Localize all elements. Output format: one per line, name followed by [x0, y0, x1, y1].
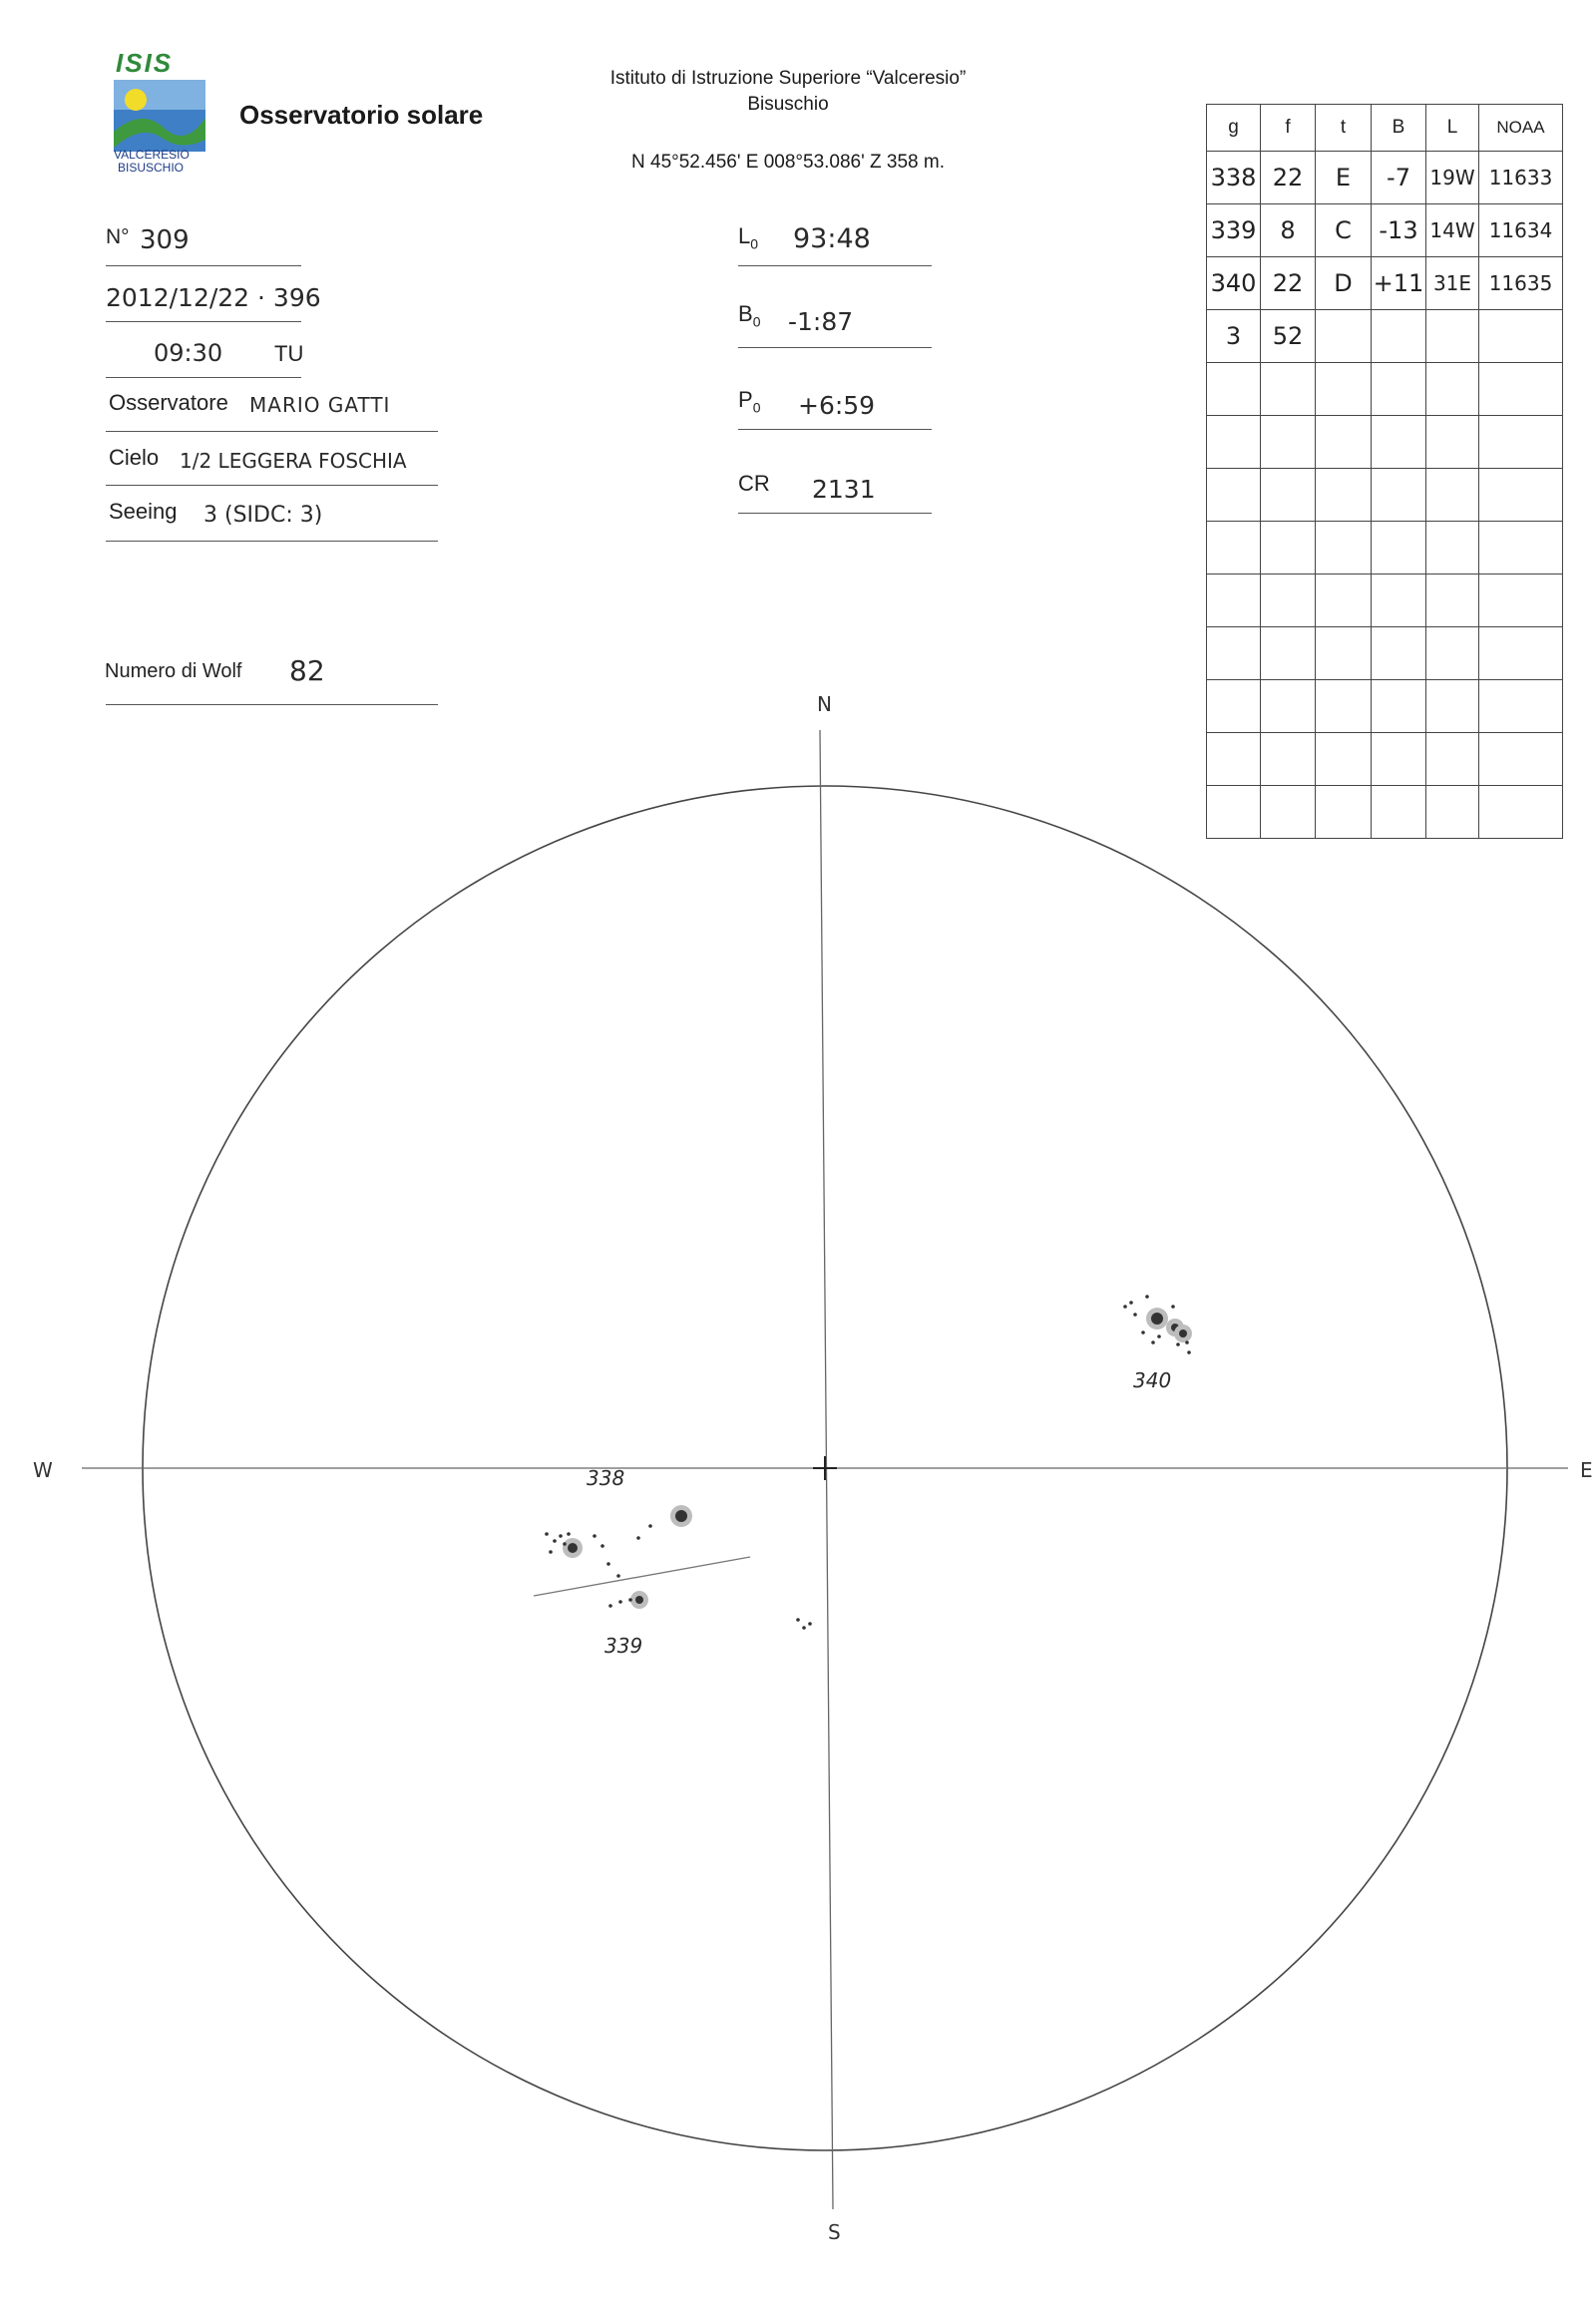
b0-letter: B: [738, 301, 753, 326]
cr-value: 2131: [812, 475, 876, 504]
table-cell: 8: [1261, 204, 1316, 257]
sunspot-pore: [1141, 1331, 1145, 1335]
header-f: f: [1261, 105, 1316, 152]
north-label: N: [817, 692, 832, 716]
observer-label: Osservatore: [109, 390, 228, 415]
seeing-value: 3 (SIDC: 3): [203, 503, 323, 528]
sunspot-umbra: [675, 1510, 687, 1522]
number-value: 309: [140, 225, 190, 255]
seeing-label: Seeing: [109, 499, 178, 524]
l0-letter: L: [738, 223, 751, 248]
north-south-axis: [820, 730, 833, 2209]
sunspot-pore: [616, 1574, 620, 1578]
sky-label: Cielo: [109, 445, 160, 470]
sunspot-pore: [1129, 1301, 1133, 1305]
table-cell: C: [1316, 204, 1372, 257]
header-g: g: [1207, 105, 1261, 152]
sunspot-pore: [1185, 1341, 1189, 1344]
sunspot-pore: [1176, 1342, 1180, 1346]
sunspot-pore: [628, 1598, 632, 1602]
sunspot-pore: [593, 1534, 597, 1538]
table-cell: 11635: [1479, 257, 1563, 310]
sunspot-pore: [1171, 1305, 1175, 1309]
west-label: W: [33, 1458, 53, 1482]
table-cell: -7: [1372, 152, 1426, 204]
sunspot-pore: [608, 1604, 612, 1608]
table-cell: 19W: [1426, 152, 1479, 204]
table-cell: 22: [1261, 257, 1316, 310]
institute-town: Bisuschio: [747, 94, 829, 115]
logo-wordmark: ISIS: [116, 48, 174, 78]
sunspot-pore: [648, 1524, 652, 1528]
group-label-340: 340: [1133, 1368, 1172, 1392]
sunspot-pore: [808, 1622, 812, 1626]
observer-value: MARIO GATTI: [249, 393, 391, 417]
b0-value: -1:87: [788, 307, 854, 336]
l0-value: 93:48: [793, 223, 871, 254]
sunspot-pore: [1187, 1350, 1191, 1354]
page-title: Osservatorio solare: [239, 100, 484, 130]
wolf-label: Numero di Wolf: [105, 660, 242, 682]
table-cell: 14W: [1426, 204, 1479, 257]
group-separator-line: [534, 1557, 750, 1596]
time-value: 09:30: [154, 339, 223, 367]
sunspot-pore: [563, 1542, 567, 1546]
cr-label: CR: [738, 471, 770, 496]
table-cell: 11634: [1479, 204, 1563, 257]
table-cell: +11: [1372, 257, 1426, 310]
wolf-value: 82: [289, 654, 325, 687]
sunspot-pore: [606, 1562, 610, 1566]
table-cell: E: [1316, 152, 1372, 204]
table-cell: 339: [1207, 204, 1261, 257]
table-cell: 31E: [1426, 257, 1479, 310]
p0-subscript: 0: [752, 399, 761, 416]
p0-value: +6:59: [798, 391, 876, 420]
sunspot-pore: [600, 1544, 604, 1548]
sky-value: 1/2 LEGGERA FOSCHIA: [180, 449, 407, 473]
date-value: 2012/12/22 · 396: [106, 283, 321, 312]
sunspot-pore: [1151, 1341, 1155, 1344]
south-label: S: [828, 2220, 841, 2244]
group-label-339: 339: [604, 1634, 643, 1658]
table-cell: 22: [1261, 152, 1316, 204]
observatory-coordinates: N 45°52.456' E 008°53.086' Z 358 m.: [631, 152, 945, 173]
time-unit: TU: [274, 341, 304, 366]
sunspot-umbra: [1179, 1330, 1187, 1338]
sunspot-pore: [802, 1626, 806, 1630]
header-b: B: [1372, 105, 1426, 152]
table-cell: 340: [1207, 257, 1261, 310]
sunspot-pore: [549, 1550, 553, 1554]
institute-name: Istituto di Istruzione Superiore “Valceresio”: [609, 68, 967, 89]
header-noaa: NOAA: [1479, 105, 1563, 152]
logo-caption-1: VALCERESIO: [114, 148, 190, 162]
table-cell: D: [1316, 257, 1372, 310]
sunspot-pore: [1157, 1335, 1161, 1339]
sunspot-pore: [1123, 1305, 1127, 1309]
header-t: t: [1316, 105, 1372, 152]
l0-subscript: 0: [750, 235, 759, 252]
b0-subscript: 0: [752, 313, 761, 330]
sunspot-umbra: [635, 1596, 643, 1604]
table-cell: 338: [1207, 152, 1261, 204]
p0-letter: P: [738, 387, 753, 412]
table-cell: -13: [1372, 204, 1426, 257]
sunspot-umbra: [1151, 1313, 1163, 1325]
sunspot-pore: [545, 1532, 549, 1536]
header-l: L: [1426, 105, 1479, 152]
table-cell: 52: [1261, 310, 1316, 363]
group-label-338: 338: [587, 1466, 625, 1490]
sunspot-umbra: [568, 1543, 578, 1553]
sunspot-pore: [553, 1539, 557, 1543]
sunspot-pore: [636, 1536, 640, 1540]
sunspot-pore: [618, 1600, 622, 1604]
table-cell: 3: [1207, 310, 1261, 363]
sunspot-pore: [1145, 1295, 1149, 1299]
logo-caption-2: BISUSCHIO: [118, 161, 185, 175]
sunspot-pore: [559, 1534, 563, 1538]
sunspot-pore: [1133, 1313, 1137, 1317]
east-label: E: [1580, 1458, 1593, 1482]
number-label: N°: [106, 225, 130, 248]
sunspot-pore: [796, 1618, 800, 1622]
table-cell: 11633: [1479, 152, 1563, 204]
sunspot-pore: [567, 1532, 571, 1536]
